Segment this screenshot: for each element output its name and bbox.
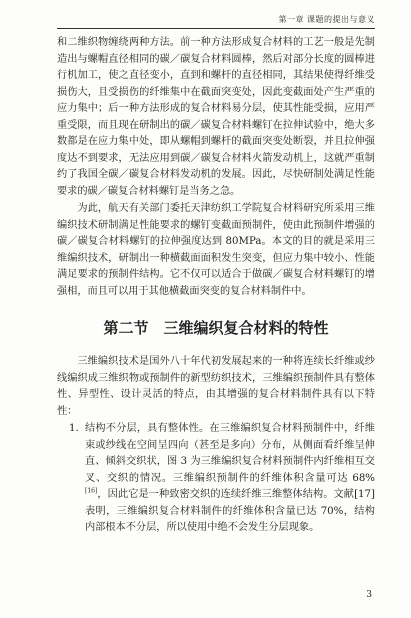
- paragraph-continued: 和二维织物缠绕两种方法。前一种方法形成复合材料的工艺一般是先制造出与螺帽直径相同的碳／碳复合材料圆棒，然后对部分长度的圆棒进行机加工，使之直径变小，直到和螺杆的直径相同，其结果使得纤维受损伤大，且受损伤的纤维集中在截面突变处，因此变截面处产生严重的应力集中；后一种方法形成的复合材料易分层，使其性能受损，应用严重受限，而且现在研制出的碳／碳复合材料螺钉在拉伸试验中，绝大多数都是在应力集中处，即从螺帽到螺杆的截面突变处断裂，并且拉伸强度达不到要求，无法应用到碳／碳复合材料火箭发动机上，这就严重制约了我国全碳／碳复合材料发动机的发展。因此，尽快研制处满足性能要求的碳／碳复合材料螺钉是当务之急。: [57, 37, 375, 197]
- list-item-text: 结构不分层，具有整体性。在三维编织复合材料预制件中，纤维束或纱线在空间呈四向（甚至是多向）分布，从侧面看纤维呈伸直、倾斜交织状，图 3 为三维编织复合材料预制件内纤维相互交叉、交织的情况。三维编织预制件的纤维体积含量可达 68%: [85, 423, 375, 484]
- citation-marker: [16]: [85, 487, 98, 495]
- paragraph: 为此，航天有关部门委托天津纺织工学院复合材料研究所采用三维编织技术研制满足性能要求的螺钉变截面预制件，使由此预制件增强的碳／碳复合材料螺钉的拉伸强度达到 80MPa。本文的目的就是采用三维编织技术，研制出一种横截面面积发生突变，但应力集中较小、性能满足要求的预制件结构。它不仅可以适合于做碳／碳复合材料螺钉的增强相，而且可以用于其他横截面突变的复合材料制件中。: [57, 203, 375, 297]
- list-item-text-continued: ，因此它是一种致密交织的连续纤维三维整体结构。文献[17]表明，三维编织复合材料制件的纤维体积含量已达 70%，结构内部根本不分层，所以使用中绝不会发生分层现象。: [85, 489, 375, 533]
- page-number: 3: [366, 590, 372, 600]
- section-heading: 第二节 三维编织复合材料的特性: [103, 319, 329, 337]
- list-item-number: 1.: [69, 423, 79, 434]
- list-item: [57, 421, 375, 537]
- running-header: 第一章 课题的提出与意义: [278, 15, 375, 24]
- header-rule: [57, 28, 375, 29]
- section-intro-paragraph: 三维编织技术是国外八十年代初发展起来的一种将连续长纤维或纱线编织成三维织物或预制件的新型纺织技术，三维编织预制件具有整体性、异型性、设计灵活的特点，由其增强的复合材料制件具有以下特性：: [57, 356, 375, 417]
- page-body: [57, 35, 375, 537]
- feature-list: [57, 421, 375, 537]
